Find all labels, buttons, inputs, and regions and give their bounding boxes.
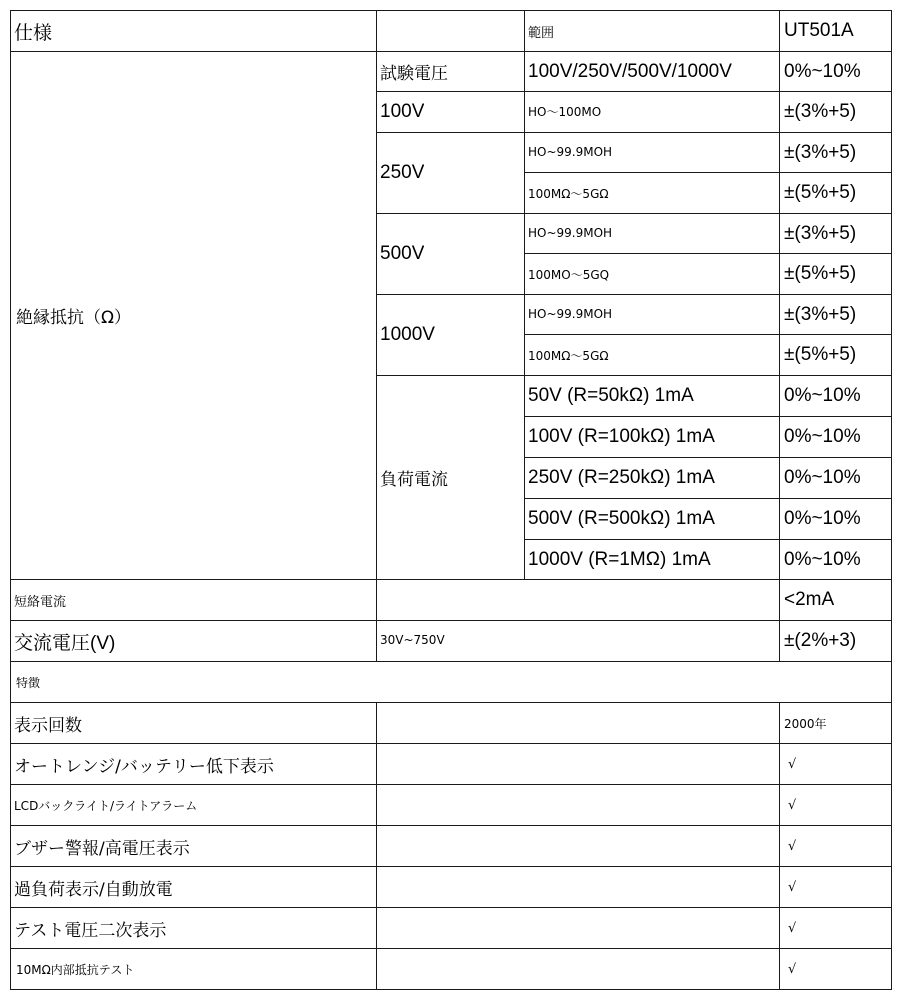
hline-f6 [10,948,892,949]
spec-header-label: 仕様 [14,22,53,44]
model-header-label: UT501A [784,20,854,41]
load-condition-500v: 500V (R=500kΩ) 1mA [528,508,715,529]
range-250v-a: HO~99.9MOH [528,144,613,159]
range-250v-b: 100MΩ～5GΩ [528,186,609,201]
ac-voltage-range: 30V~750V [380,633,445,647]
border-right [891,10,892,990]
accuracy-100v: ±(3%+5) [784,101,857,122]
insulation-label: 絶縁抵抗（Ω） [16,308,131,328]
test-voltage-label: 試験電圧 [380,64,448,84]
short-current-label: 短絡電流 [14,594,67,610]
vline-col1 [376,10,377,661]
hline-insulation-bottom [10,579,892,580]
accuracy-250v-a: ±(3%+5) [784,141,857,163]
feature-label-buzzer: ブザー警報/高電圧表示 [14,838,190,859]
accuracy-250v-b: ±(5%+5) [784,182,857,203]
short-current-value: <2mA [784,589,835,610]
feature-label-backlight: LCDバックライト/ライトアラーム [14,798,198,813]
load-accuracy-500v: 0%~10% [784,508,861,529]
range-1000v-b: 100MΩ～5GΩ [528,348,609,363]
features-label: 特徴 [16,675,41,690]
test-voltage-values: 100V/250V/500V/1000V [528,60,732,82]
feature-label-internal-resistance: 10MΩ内部抵抗テスト [16,962,135,977]
load-accuracy-1000v: 0%~10% [784,548,861,570]
load-current-label: 負荷電流 [380,470,448,490]
feature-value-secondary-display: √ [788,920,797,936]
feature-label-overload: 過負荷表示/自動放電 [14,879,173,900]
ac-voltage-accuracy: ±(2%+3) [784,630,857,651]
load-accuracy-100v: 0%~10% [784,426,861,447]
feature-label-secondary-display: テスト電圧二次表示 [14,920,167,941]
accuracy-500v-a: ±(3%+5) [784,222,857,244]
voltage-250v: 250V [380,162,425,183]
feature-value-autorange: √ [788,756,797,772]
feature-value-display-count: 2000年 [784,716,827,731]
hline-feature-header-bottom [10,702,892,703]
hline-bottom [10,989,892,990]
range-500v-b: 100MO～5GQ [528,267,610,282]
hline-ac-bottom [10,661,892,662]
load-condition-250v: 250V (R=250kΩ) 1mA [528,467,715,488]
range-1000v-a: HO~99.9MOH [528,306,613,321]
accuracy-500v-b: ±(5%+5) [784,263,857,284]
feature-value-internal-resistance: √ [788,961,797,977]
load-condition-100v: 100V (R=100kΩ) 1mA [528,426,715,447]
load-condition-1000v: 1000V (R=1MΩ) 1mA [528,548,711,570]
feature-value-overload: √ [788,879,797,895]
vline-col1-lower [376,702,377,990]
feature-label-autorange: オートレンジ/バッテリー低下表示 [14,756,274,777]
hline-header-bottom [10,51,892,52]
vline-col3 [779,10,780,661]
range-500v-a: HO~99.9MOH [528,225,613,240]
hline-short-bottom [10,620,892,621]
feature-label-display-count: 表示回数 [14,715,82,736]
border-left [10,10,11,990]
vline-col2-header [524,10,525,52]
feature-value-buzzer: √ [788,838,797,854]
load-condition-50v: 50V (R=50kΩ) 1mA [528,385,694,406]
vline-col3-lower [779,702,780,990]
hline-top [10,10,892,11]
voltage-1000v: 1000V [380,324,435,345]
accuracy-1000v-a: ±(3%+5) [784,303,857,325]
voltage-500v: 500V [380,243,425,264]
accuracy-1000v-b: ±(5%+5) [784,344,857,365]
load-accuracy-250v: 0%~10% [784,467,861,488]
range-header-label: 範囲 [528,25,555,41]
vline-col2-insulation [524,51,525,580]
feature-value-backlight: √ [788,797,797,813]
load-accuracy-50v: 0%~10% [784,385,861,406]
test-voltage-accuracy: 0%~10% [784,60,861,82]
range-100v: HO～100MO [528,104,602,119]
voltage-100v: 100V [380,101,425,122]
ac-voltage-label: 交流電圧(V) [14,632,116,654]
